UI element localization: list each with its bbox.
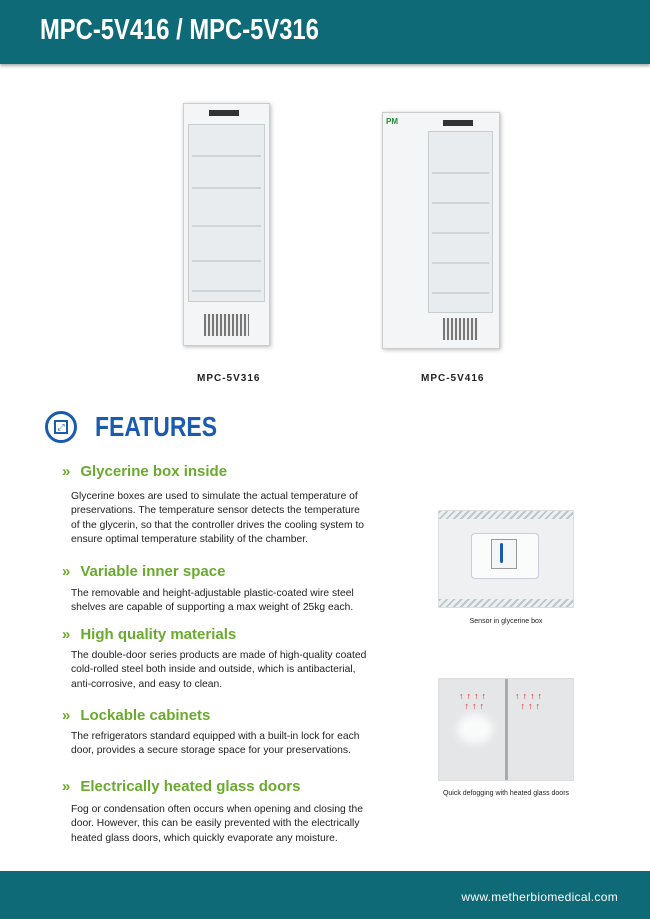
photo-caption: Sensor in glycerine box xyxy=(469,618,543,625)
thermometer-icon xyxy=(491,539,517,569)
glycerine-sensor-photo xyxy=(438,510,574,608)
feature-text: The removable and height-adjustable plastic-coated wire steel shelves are capable of supporting a max weight of 25kg each. xyxy=(71,588,354,614)
page-title: MPC-5V416 / MPC-5V316 xyxy=(40,14,319,46)
feature-text: The double-door series products are made of high-quality coated cold-rolled steel both inside and outside, which is antibacterial, anti-corrosive, and easy to clean. xyxy=(71,650,367,690)
bullet-chevron-icon: » xyxy=(62,463,71,480)
feature-text: The refrigerators standard equipped with a built-in lock for each door, provides a secure storage space for your preservations. xyxy=(71,731,360,757)
header-banner xyxy=(0,0,650,64)
feature-title: Electrically heated glass doors xyxy=(80,778,301,795)
features-expand-icon: ⤢ xyxy=(45,411,77,443)
model-label-5v316: MPC-5V316 xyxy=(197,373,261,384)
bullet-chevron-icon: » xyxy=(62,626,71,643)
fridge-image-5v316 xyxy=(183,103,270,346)
feature-title: Variable inner space xyxy=(80,563,226,580)
model-label-5v416: MPC-5V416 xyxy=(421,373,485,384)
photo-caption: Quick defogging with heated glass doors xyxy=(442,790,570,797)
feature-text: Fog or condensation often occurs when opening and closing the door. However, this can be easily prevented with the electrically heated glass doors, which quickly evaporate any moisture. xyxy=(71,804,363,844)
bullet-chevron-icon: » xyxy=(62,707,71,724)
feature-title: Lockable cabinets xyxy=(80,707,211,724)
fridge-image-5v416: PM xyxy=(382,112,500,349)
feature-text: Glycerine boxes are used to simulate the actual temperature of preservations. The temperature sensor detects the temperature of the glycerin, so that the controller drives the cooling system to ensure optimal temperature stability of the chamber. xyxy=(71,491,365,545)
website-link[interactable]: www.metherbiomedical.com xyxy=(461,890,618,904)
feature-title: Glycerine box inside xyxy=(80,463,228,480)
feature-title: High quality materials xyxy=(80,626,237,643)
defogging-doors-photo: ↑↑↑↑ ↑↑↑ ↑↑↑↑ ↑↑↑ xyxy=(438,678,574,781)
footer-banner xyxy=(0,871,650,919)
features-heading: FEATURES xyxy=(95,411,218,442)
bullet-chevron-icon: » xyxy=(62,563,71,580)
bullet-chevron-icon: » xyxy=(62,778,71,795)
